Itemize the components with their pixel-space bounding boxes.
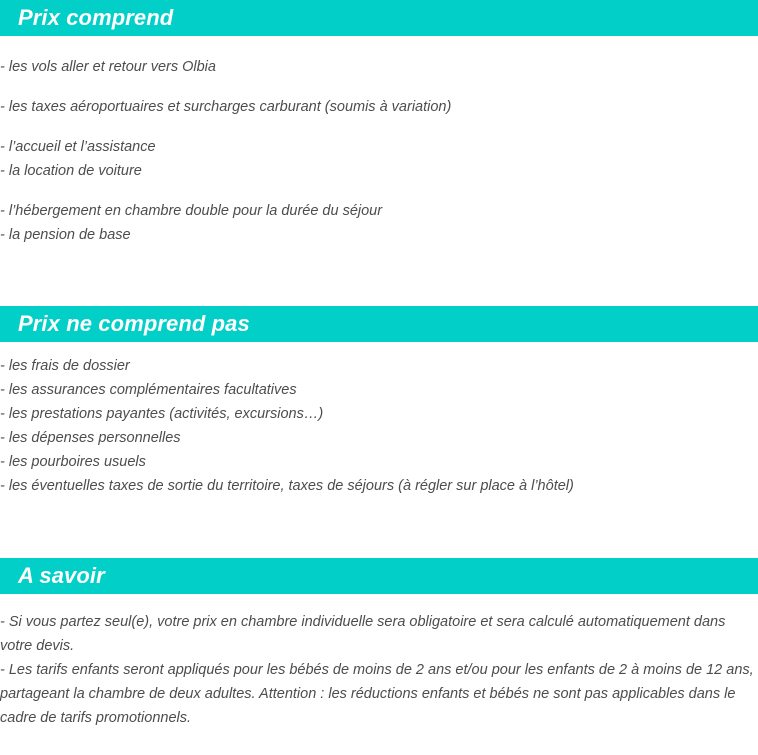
list-item: - les taxes aéroportuaires et surcharges carburant (soumis à variation) [0, 99, 452, 115]
list-item: - les prestations payantes (activités, excursions…) [0, 406, 324, 422]
list-item: - l’hébergement en chambre double pour la durée du séjour [0, 203, 383, 219]
list-item: - la location de voiture [0, 163, 142, 179]
note-paragraph: - Les tarifs enfants seront appliqués pour les bébés de moins de 2 ans et/ou pour les enfants de 2 à moins de 12 ans, partageant la chambre de deux adultes. Attention : les réductions enfants et bébés ne sont pas applicables dans le cadre de tarifs promotionnels. [0, 662, 754, 726]
inclusion-group [0, 79, 758, 119]
section-prix-ne-comprend-pas [0, 306, 758, 498]
section-prix-comprend [0, 0, 758, 247]
list-item: - la pension de base [0, 227, 131, 243]
section-body-a-savoir [0, 594, 758, 730]
inclusion-group [0, 183, 758, 247]
list-item: - l’accueil et l’assistance [0, 139, 156, 155]
section-header-prix-ne-comprend-pas: Prix ne comprend pas [0, 306, 758, 342]
inclusion-group [0, 36, 758, 79]
inclusion-group [0, 119, 758, 183]
section-body-prix-comprend [0, 36, 758, 247]
section-header-prix-comprend: Prix comprend [0, 0, 758, 36]
section-body-prix-ne-comprend-pas [0, 342, 758, 498]
list-item: - les pourboires usuels [0, 454, 146, 470]
list-item: - les assurances complémentaires facultatives [0, 382, 297, 398]
section-a-savoir [0, 558, 758, 730]
section-header-a-savoir: A savoir [0, 558, 758, 594]
note-paragraph: - Si vous partez seul(e), votre prix en chambre individuelle sera obligatoire et sera calculé automatiquement dans votre devis. [0, 614, 726, 654]
list-item: - les frais de dossier [0, 358, 130, 374]
list-item: - les vols aller et retour vers Olbia [0, 59, 216, 75]
list-item: - les dépenses personnelles [0, 430, 181, 446]
list-item: - les éventuelles taxes de sortie du territoire, taxes de séjours (à régler sur place à l’hôtel) [0, 478, 574, 494]
